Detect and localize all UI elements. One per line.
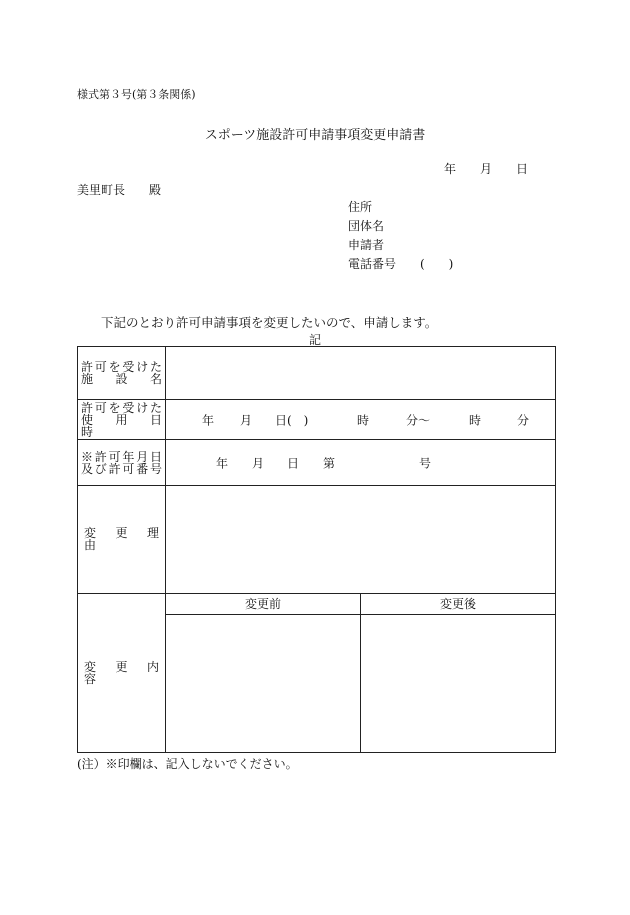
usage-minute-end: 分 [517, 413, 530, 428]
intro-text: 下記のとおり許可申請事項を変更したいので、申請します。 [101, 315, 438, 330]
form-number: 様式第３号(第３条関係) [77, 88, 196, 101]
facility-name-field[interactable] [166, 347, 556, 400]
applicant-phone-label: 電話番号 ( ) [348, 257, 454, 271]
usage-label [78, 400, 175, 440]
before-header: 変更前 [166, 594, 361, 615]
permit-month: 月 [252, 456, 265, 471]
permit-dai: 第 [323, 456, 336, 471]
content-body-row [166, 614, 555, 752]
document-title: スポーツ施設許可申請事項変更申請書 [204, 128, 426, 143]
content-header-row [166, 594, 555, 615]
reason-field[interactable] [166, 486, 556, 593]
permit-label-line1: ※許可年月日 [81, 449, 162, 464]
reason-label [78, 486, 172, 593]
permit-row [78, 440, 556, 486]
content-row [78, 593, 556, 752]
facility-label-line1: 許可を受けた [81, 360, 162, 375]
permit-label [78, 440, 166, 486]
footnote: (注）※印欄は、記入しないでください。 [77, 757, 298, 771]
after-field[interactable] [361, 614, 556, 752]
reason-label-text: 変 更 理 由 [84, 526, 172, 553]
content-label [78, 593, 172, 752]
date-year: 年 [444, 162, 457, 176]
permit-year: 年 [216, 456, 229, 471]
usage-datetime-field[interactable] [166, 400, 556, 440]
facility-label [78, 347, 166, 400]
permit-go: 号 [419, 456, 432, 471]
applicant-address-label: 住所 [348, 200, 373, 214]
before-field[interactable] [166, 614, 361, 752]
date-day: 日 [516, 162, 529, 176]
usage-year: 年 [202, 413, 215, 428]
usage-day: 日( ) [275, 413, 309, 428]
usage-hour-end: 時 [469, 413, 482, 428]
permit-label-line2: 及び許可番号 [81, 461, 162, 476]
usage-month: 月 [240, 413, 253, 428]
permit-day: 日 [287, 456, 300, 471]
usage-minute-start: 分～ [406, 413, 431, 428]
applicant-name-label: 申請者 [348, 238, 385, 252]
addressee: 美里町長 殿 [77, 183, 162, 197]
application-table [77, 346, 556, 753]
content-label-text: 変 更 内 容 [84, 659, 172, 686]
applicant-organization-label: 団体名 [348, 219, 385, 233]
usage-label-line1: 許可を受けた [81, 400, 162, 415]
ki-heading: 記 [308, 333, 321, 347]
date-month: 月 [480, 162, 493, 176]
facility-label-line2: 施 設 名 [81, 372, 162, 387]
permit-date-number-field[interactable] [166, 440, 556, 486]
content-cell [166, 593, 556, 752]
usage-hour-start: 時 [357, 413, 370, 428]
after-header: 変更後 [361, 594, 556, 615]
facility-row [78, 347, 556, 400]
content-inner-table [166, 594, 555, 752]
usage-row [78, 400, 556, 440]
reason-row [78, 486, 556, 593]
usage-label-line2: 使 用 日 時 [81, 412, 175, 439]
